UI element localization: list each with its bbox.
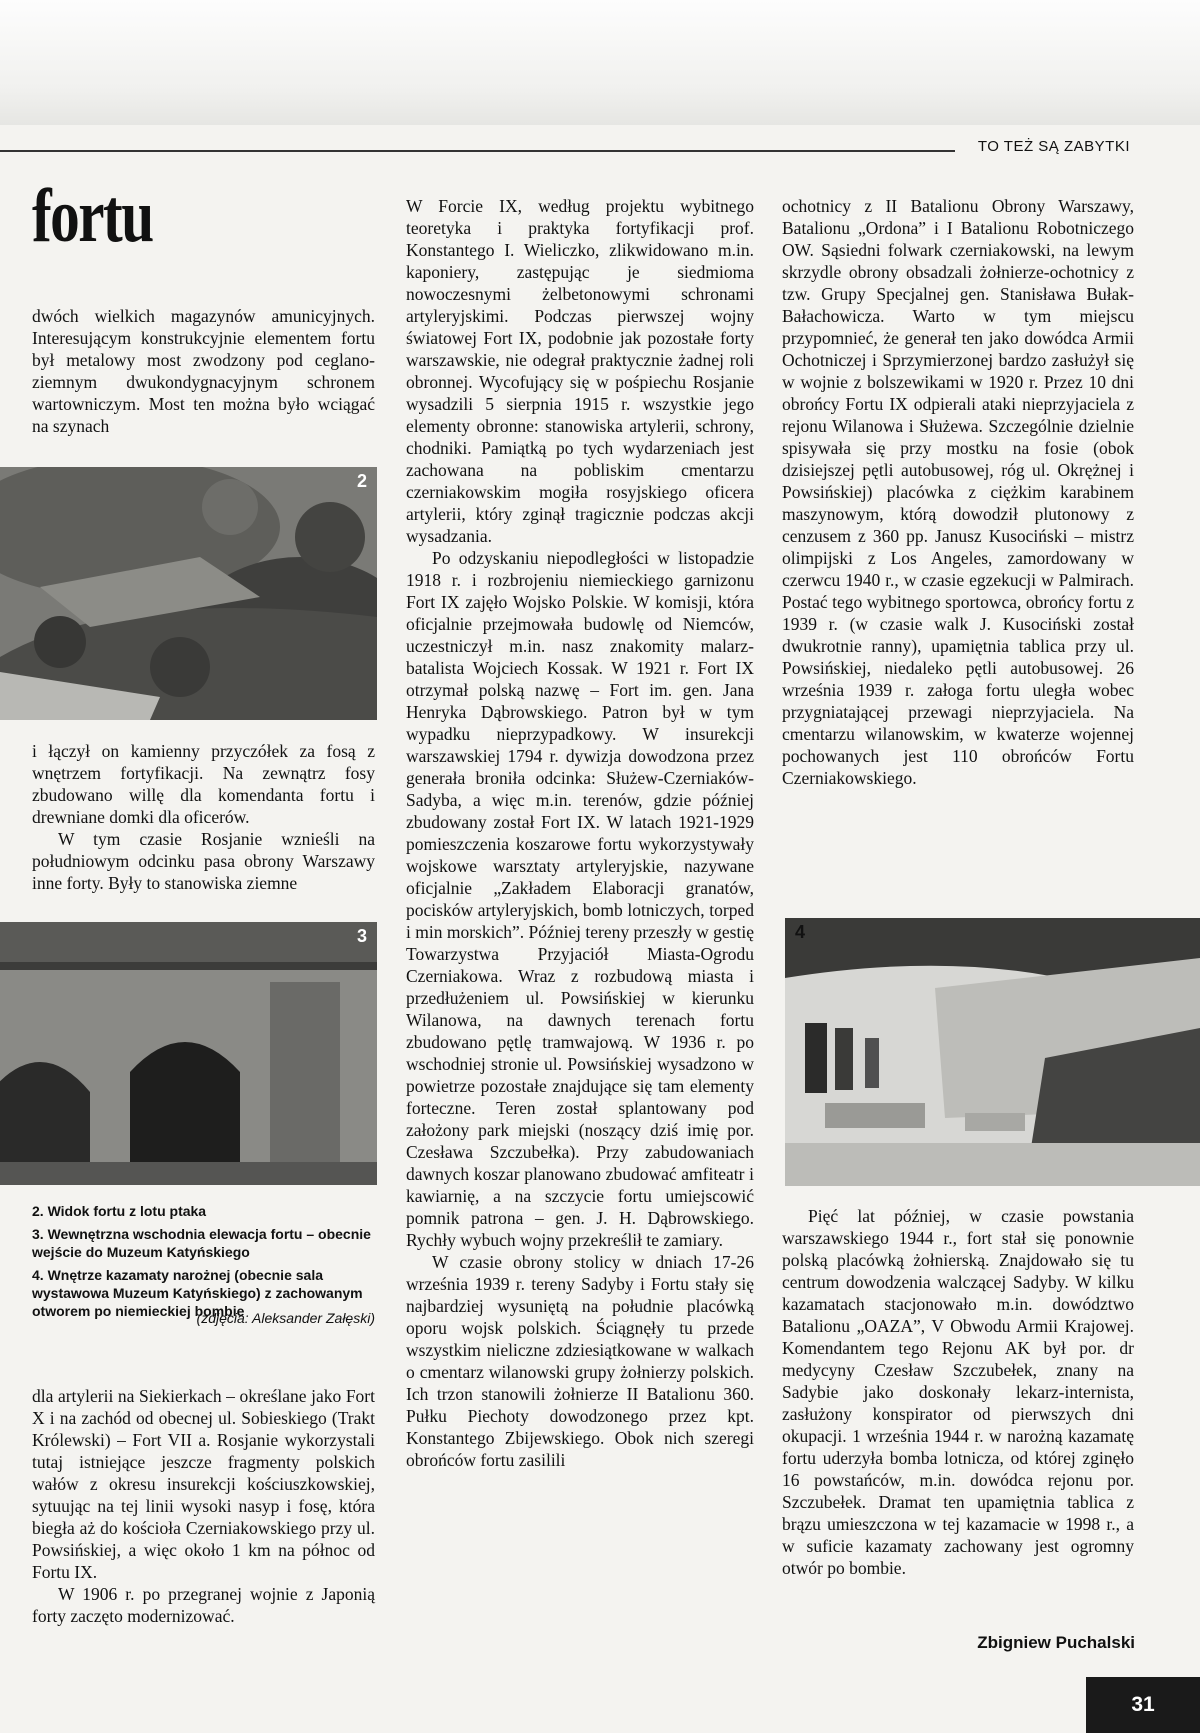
paragraph: dla artylerii na Siekierkach – określane jako Fort X i na zachód od obecnej ul. Sobieskiego (Trakt Królewski) – Fort VII a. Rosjanie wykorzystali tutaj istniejące jeszcze fragmenty polskich wałów z okresu insurekcji kościuszkowskiej, sytuując na tej linii wysoki nasyp i fosę, która biegła aż do kościoła Czerniakowskiego przy ul. Powsińskiej, a więc około 1 km na północ od Fortu IX. xyxy=(32,1386,375,1582)
section-label: TO TEŻ SĄ ZABYTKI xyxy=(977,138,1130,155)
photo-aerial-view xyxy=(0,467,377,720)
column-2 xyxy=(406,195,754,1471)
paragraph: i łączył on kamienny przyczółek za fosą z wnętrzem fortyfikacji. Na zewnątrz fosy zbudowano willę dla komendanta fortu i drewniane domki dla oficerów. xyxy=(32,741,375,827)
aerial-photo-graphic xyxy=(0,467,377,720)
page-number: 31 xyxy=(1086,1677,1200,1733)
article-title: fortu xyxy=(32,174,153,258)
paragraph: W Forcie IX, według projektu wybitnego teoretyka i praktyka fortyfikacji prof. Konstantego I. Wieliczko, zlikwidowano m.in. kaponiery, zastępując je siedmioma nowoczesnymi żelbetonowymi schronami artyleryjskimi. Podczas pierwszej wojny światowej Fort IX, podobnie jak pozostałe forty warszawskie, nie odegrał praktycznie żadnej roli obronnej. Wycofujący się w pośpiechu Rosjanie wysadzili 5 sierpnia 1915 r. wszystkie jego elementy obronne: stanowiska artylerii, schrony, chodniki. Pamiątką po tych wydarzeniach jest zachowana na pobliskim cmentarzu czerniakowskim mogiła rosyjskiego oficera artylerii, który zginął tragicznie podczas akcji wysadzania. xyxy=(406,196,754,546)
header-rule xyxy=(0,150,955,152)
photo-number: 2 xyxy=(356,471,367,491)
paragraph: W 1906 r. po przegranej wojnie z Japonią forty zaczęto modernizować. xyxy=(32,1584,375,1626)
column-3-top xyxy=(782,195,1134,789)
photo-credit: (zdjęcia: Aleksander Załęski) xyxy=(196,1310,375,1326)
photo-captions xyxy=(32,1202,375,1327)
caption-2: 2. Widok fortu z lotu ptaka xyxy=(32,1203,207,1219)
paragraph: ochotnicy z II Batalionu Obrony Warszawy, Batalionu „Ordona” i I Batalionu Robotniczego OW. Sąsiedni folwark czerniakowski, na lewym skrzydle obrony obsadzali żołnierze-ochotnicy z tzw. Grupy Specjalnej gen. Stanisława Bułak-Bałachowicza. Warto w tym miejscu przypomnieć, że generał ten jako dowódca Armii Ochotniczej i Sprzymierzonej bardzo zasłużył się w wojnie z bolszewikami w 1920 r. Przez 10 dni obrońcy Fortu IX odpierali ataki nieprzyjaciela z rejonu Wilanowa i Służewa. Szczególnie dzielnie spisywała się przy mostku na fosie (obok dzisiejszej pętli autobusowej, róg ul. Okrężnej i Powsińskiej) placówka z ciężkim karabinem maszynowym, którą dowodził plutonowy z cenzusem z 360 pp. Janusz Kusociński – mistrz olimpijski z Los Angeles, zamordowany w czerwcu 1940 r., w czasie egzekucji w Palmirach. Postać tego wybitnego sportowca, obrońcy fortu z 1939 r. (w czasie walk J. Kusociński został dwukrotnie ranny), upamiętnia tablica przy ul. Powsińskiej, niedaleko pętli autobusowej. 26 września 1939 r. załoga fortu uległa wobec przygniatającej przewagi nieprzyjaciela. Na cmentarzu wilanowskim, w kwaterze wojennej pochowanych jest 110 obrońców Fortu Czerniakowskiego. xyxy=(782,196,1134,788)
column-1-middle xyxy=(32,740,375,894)
paragraph: Po odzyskaniu niepodległości w listopadzie 1918 r. i rozbrojeniu niemieckiego garnizonu Fort IX zajęło Wojsko Polskie. W komisji, która oficjalnie przejmowała budowlę od Niemców, uczestniczył m.in. nasz znakomity malarz-batalista Wojciech Kossak. W 1921 r. Fort IX otrzymał polską nazwę – Fort im. gen. Jana Henryka Dąbrowskiego. Patron był w tym wypadku nieprzypadkowy. W insurekcji warszawskiej 1794 r. dywizja dowodzona przez generała broniła odcinka: Służew-Czerniaków-Sadyba, a więc m.in. terenów, gdzie później zbudowany został Fort IX. W latach 1921-1929 pomieszczenia koszarowe fortu wykorzystywały wojskowe warsztaty artyleryjskie, nazywane oficjalnie „Zakładem Elaboracji granatów, pocisków artyleryjskich, bomb lotniczych, torped i min morskich”. Później tereny przeszły w gestię Towarzystwa Przyjaciół Miasta-Ogrodu Czerniakowa. Wraz z rozbudową miasta i przedłużeniem ul. Powsińskiej w kierunku Wilanowa, na dawnych terenach fortu zbudowano pętlę tramwajową. W 1936 r. po wschodniej stronie ul. Powsińskiej wysadzono w powietrze pozostałe znajdujące się tam elementy forteczne. Teren został splantowany pod założony park miejski (noszący dziś imię por. Czesława Szczubełka). Przy zabudowaniach dawnych koszar planowano zbudować amfiteatr i kawiarnię, a na szczycie fortu umiejscowić pomnik patrona – gen. J. H. Dąbrowskiego. Rychły wybuch wojny przekreślił te zamiary. xyxy=(406,548,754,1250)
paragraph: W tym czasie Rosjanie wznieśli na południowym odcinku pasa obrony Warszawy inne forty. Były to stanowiska ziemne xyxy=(32,829,375,893)
column-1-bottom xyxy=(32,1385,375,1627)
top-band xyxy=(0,0,1200,125)
photo-number: 4 xyxy=(795,922,806,942)
photo-east-elevation xyxy=(0,922,377,1185)
column-3-bottom xyxy=(782,1205,1134,1579)
caption-3: 3. Wewnętrzna wschodnia elewacja fortu – obecnie wejście do Muzeum Katyńskiego xyxy=(32,1226,371,1260)
photo-number: 3 xyxy=(356,926,367,946)
elevation-photo-graphic xyxy=(0,922,377,1185)
paragraph: W czasie obrony stolicy w dniach 17-26 września 1939 r. tereny Sadyby i Fortu stały się najbardziej wysuniętą na południe placówką oporu wojsk polskich. Ściągnęły tu przede wszystkim nieliczne zdziesiątkowane w walkach o cmentarz wilanowski grupy żołnierzy polskich. Ich trzon stanowili żołnierze II Batalionu 360. Pułku Piechoty dowodzonego przez kpt. Konstantego Zbijewskiego. Obok nich szeregi obrońców fortu zasilili xyxy=(406,1252,754,1470)
author-byline: Zbigniew Puchalski xyxy=(977,1633,1135,1652)
interior-photo-graphic xyxy=(785,918,1200,1186)
paragraph: Pięć lat później, w czasie powstania warszawskiego 1944 r., fort stał się ponownie polską placówką żołnierską. Znajdowało się tu centrum dowodzenia walczącej Sadyby. W kilku kazamatach stacjonowało m.in. dowództwo Batalionu „OAZA”, V Obwodu Armii Krajowej. Komendantem tego Rejonu AK był por. dr medycyny Czesław Szczubełek, znany na Sadybie jako doskonały lekarz-internista, zasłużony konspirator od pierwszych dni okupacji. 1 września 1944 r. w narożną kazamatę fortu uderzyła bomba lotnicza, od której zginęło 16 powstańców, m.in. dowódca rejonu por. Szczubełek. Dramat ten upamiętnia tablica z brązu umieszczona w tej kazamacie w 1998 r., a w suficie kazamaty zachowany jest ogromny otwór po bombie. xyxy=(782,1206,1134,1578)
column-1-top xyxy=(32,305,375,437)
paragraph: dwóch wielkich magazynów amunicyjnych. Interesującym konstrukcyjnie elementem fortu był metalowy most zwodzony pod ceglano-ziemnym dwukondygnacyjnym schronem wartowniczym. Most ten można było wciągać na szynach xyxy=(32,306,375,436)
caption-4: 4. Wnętrze kazamaty narożnej (obecnie sala wystawowa Muzeum Katyńskiego) z zachowanym otworem po niemieckiej bombie xyxy=(32,1267,363,1319)
photo-casemate-interior xyxy=(785,918,1200,1186)
